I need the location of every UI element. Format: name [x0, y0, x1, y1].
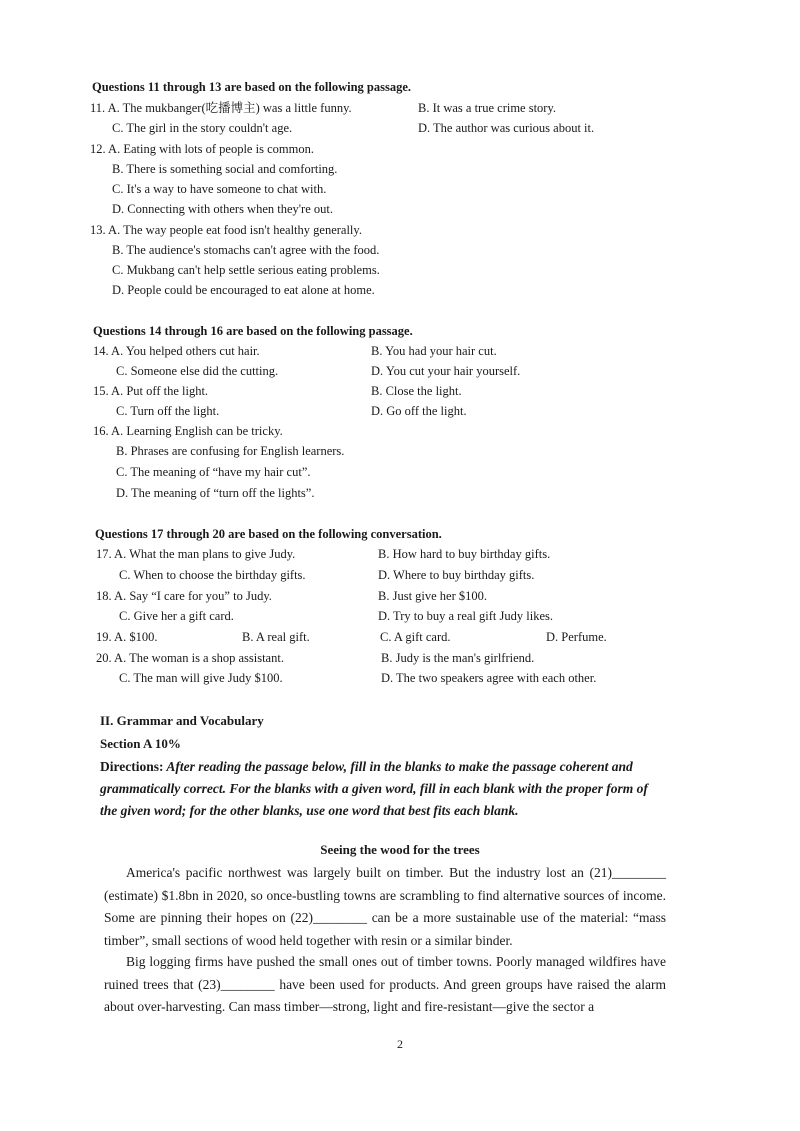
- q12-option-c: C. It's a way to have someone to chat with.: [112, 182, 327, 196]
- q14-option-a: 14. A. You helped others cut hair.: [93, 344, 260, 358]
- q16-option-c: C. The meaning of “have my hair cut”.: [116, 465, 311, 479]
- section-heading: II. Grammar and Vocabulary: [100, 713, 264, 728]
- q16-option-b: B. Phrases are confusing for English learners.: [116, 444, 345, 458]
- q19-option-a: 19. A. $100.: [96, 630, 158, 644]
- q15-option-c: C. Turn off the light.: [116, 404, 220, 418]
- group-heading-11-13: Questions 11 through 13 are based on the following passage.: [92, 80, 412, 94]
- q13-option-c: C. Mukbang can't help settle serious eating problems.: [112, 263, 380, 277]
- q12-option-b: B. There is something social and comforting.: [112, 162, 338, 176]
- q12-option-d: D. Connecting with others when they're out.: [112, 202, 333, 216]
- q11-option-c: C. The girl in the story couldn't age.: [112, 121, 293, 135]
- q17-option-c: C. When to choose the birthday gifts.: [119, 568, 306, 582]
- passage-paragraph-2: Big logging firms have pushed the small ones out of timber towns. Poorly managed wildfires have ruined trees that (23)________ have been used for products. And green groups have raised the alarm about over-harvesting. Can mass timber—strong, light and fire-resistant—give the sector a: [104, 954, 666, 1014]
- q11-option-a: 11. A. The mukbanger(吃播博主) was a little funny.: [90, 101, 352, 115]
- q17-option-a: 17. A. What the man plans to give Judy.: [96, 547, 296, 561]
- q20-option-a: 20. A. The woman is a shop assistant.: [96, 651, 284, 665]
- passage-paragraph-1: America's pacific northwest was largely built on timber. But the industry lost an (21)________ (estimate) $1.8bn in 2020, so once-bustling towns are scrambling to find alternative sources of income. Some are pinning their hopes on (22)________ can be a more sustainable use of the material: “mass timber”, small sections of wood held together with resin or a similar binder.: [104, 865, 666, 948]
- q17-option-b: B. How hard to buy birthday gifts.: [378, 547, 551, 561]
- q15-option-b: B. Close the light.: [371, 384, 462, 398]
- q12-option-a: 12. A. Eating with lots of people is common.: [90, 142, 314, 156]
- q15-option-a: 15. A. Put off the light.: [93, 384, 209, 398]
- q13-option-a: 13. A. The way people eat food isn't healthy generally.: [90, 223, 362, 237]
- q13-option-b: B. The audience's stomachs can't agree with the food.: [112, 243, 380, 257]
- section-sub-heading: Section A 10%: [100, 736, 181, 751]
- q13-option-d: D. People could be encouraged to eat alone at home.: [112, 283, 375, 297]
- q14-option-c: C. Someone else did the cutting.: [116, 364, 279, 378]
- q18-option-a: 18. A. Say “I care for you” to Judy.: [96, 589, 272, 603]
- q18-option-d: D. Try to buy a real gift Judy likes.: [378, 609, 553, 623]
- q11-option-d: D. The author was curious about it.: [418, 121, 595, 135]
- q17-option-d: D. Where to buy birthday gifts.: [378, 568, 535, 582]
- q14-option-d: D. You cut your hair yourself.: [371, 364, 521, 378]
- q15-option-d: D. Go off the light.: [371, 404, 467, 418]
- q19-option-c: C. A gift card.: [380, 630, 451, 644]
- group-heading-17-20: Questions 17 through 20 are based on the following conversation.: [95, 527, 442, 541]
- q19-option-b: B. A real gift.: [242, 630, 310, 644]
- q20-option-b: B. Judy is the man's girlfriend.: [381, 651, 535, 665]
- passage-title: Seeing the wood for the trees: [320, 842, 480, 857]
- q16-option-d: D. The meaning of “turn off the lights”.: [116, 486, 315, 500]
- group-heading-14-16: Questions 14 through 16 are based on the following passage.: [93, 324, 413, 338]
- q18-option-b: B. Just give her $100.: [378, 589, 488, 603]
- q16-option-a: 16. A. Learning English can be tricky.: [93, 424, 283, 438]
- page-number: 2: [397, 1037, 403, 1051]
- directions: [100, 756, 662, 822]
- q19-option-d: D. Perfume.: [546, 630, 607, 644]
- q11-option-b: B. It was a true crime story.: [418, 101, 557, 115]
- q14-option-b: B. You had your hair cut.: [371, 344, 497, 358]
- q18-option-c: C. Give her a gift card.: [119, 609, 234, 623]
- directions-text: After reading the passage below, fill in the blanks to make the passage coherent and grammatically correct. For the blanks with a given word, fill in each blank with the proper form of the given word; for the other blanks, use one word that best fits each blank.: [100, 759, 648, 818]
- q20-option-d: D. The two speakers agree with each other.: [381, 671, 597, 685]
- q20-option-c: C. The man will give Judy $100.: [119, 671, 283, 685]
- directions-label: Directions:: [100, 759, 164, 774]
